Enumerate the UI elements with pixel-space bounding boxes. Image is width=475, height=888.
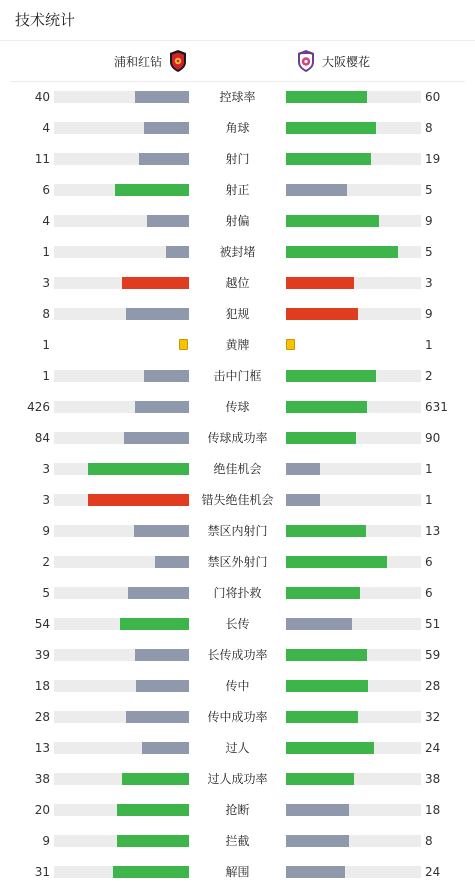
away-stat-bar (286, 618, 421, 630)
stat-label: 过人 (225, 741, 250, 755)
away-stat-bar-fill (286, 184, 347, 196)
stat-label: 拦截 (225, 834, 250, 848)
stat-label: 黄牌 (225, 338, 250, 352)
stat-label: 传球 (225, 400, 250, 414)
stat-row (0, 330, 475, 361)
away-stat-bar-fill (286, 91, 367, 103)
stat-label: 门将扑救 (213, 586, 262, 600)
stat-label: 越位 (225, 276, 250, 290)
home-stat-value: 84 (34, 431, 50, 445)
away-stat-bar-fill (286, 277, 354, 289)
away-stat-bar (286, 432, 421, 444)
home-stat-bar (54, 556, 189, 568)
home-stat-bar (54, 680, 189, 692)
stat-label: 长传 (225, 617, 250, 631)
home-team-name: 浦和红钻 (113, 54, 162, 69)
stat-row (0, 423, 475, 454)
away-stat-value: 6 (425, 555, 433, 569)
home-stat-value: 18 (34, 679, 50, 693)
away-stat-bar-fill (286, 153, 371, 165)
away-stat-bar-fill (286, 401, 367, 413)
away-stat-value: 2 (425, 369, 433, 383)
stat-row (0, 671, 475, 702)
home-stat-bar-fill (120, 618, 189, 630)
home-stat-bar-fill (135, 91, 189, 103)
stat-label: 过人成功率 (207, 772, 268, 786)
stat-label: 传中 (225, 679, 250, 693)
away-stat-value: 51 (425, 617, 441, 631)
away-yellow-card-icon (286, 339, 295, 350)
away-stat-value: 8 (425, 121, 433, 135)
away-stat-value: 5 (425, 245, 433, 259)
away-stat-bar (286, 494, 421, 506)
away-stat-bar-fill (286, 122, 376, 134)
home-stat-value: 1 (42, 369, 50, 383)
home-stat-bar (54, 649, 189, 661)
home-stat-value: 3 (42, 493, 50, 507)
away-stat-bar (286, 680, 421, 692)
stat-row (0, 702, 475, 733)
stat-row (0, 857, 475, 888)
stat-row (0, 237, 475, 268)
stat-label: 射正 (225, 183, 250, 197)
home-stat-bar (54, 525, 189, 537)
stat-row (0, 516, 475, 547)
away-stat-bar (286, 556, 421, 568)
home-stat-bar-fill (122, 277, 190, 289)
home-stat-bar (54, 153, 189, 165)
stat-row (0, 299, 475, 330)
home-stat-value: 40 (34, 90, 50, 104)
home-stat-value: 20 (34, 803, 50, 817)
stat-label: 被封堵 (219, 245, 256, 259)
away-stat-bar (286, 401, 421, 413)
home-stat-bar-fill (122, 773, 190, 785)
away-stat-value: 1 (425, 493, 433, 507)
home-stat-bar (54, 773, 189, 785)
home-stat-value: 1 (42, 245, 50, 259)
stat-label: 传球成功率 (207, 431, 268, 445)
stat-label: 抢断 (225, 803, 250, 817)
away-stat-bar (286, 835, 421, 847)
away-stat-bar (286, 649, 421, 661)
home-stat-bar-fill (117, 835, 189, 847)
stat-label: 绝佳机会 (213, 462, 262, 476)
home-stat-bar-fill (135, 649, 189, 661)
teams-header (10, 41, 465, 82)
home-stat-bar-fill (126, 308, 189, 320)
stat-label: 控球率 (219, 90, 256, 104)
home-stat-value: 28 (34, 710, 50, 724)
away-stat-value: 59 (425, 648, 441, 662)
away-stat-bar (286, 91, 421, 103)
home-yellow-card-icon (179, 339, 188, 350)
away-stat-bar-fill (286, 680, 368, 692)
away-stat-value: 6 (425, 586, 433, 600)
away-stat-value: 90 (425, 431, 441, 445)
home-team-crest-icon (168, 49, 188, 73)
stat-label: 射偏 (225, 214, 250, 228)
home-stat-value: 1 (42, 338, 50, 352)
home-stat-bar (54, 246, 189, 258)
stat-label: 错失绝佳机会 (201, 493, 274, 507)
home-stat-bar (54, 91, 189, 103)
stat-row (0, 144, 475, 175)
away-stat-bar-fill (286, 494, 320, 506)
away-stat-bar (286, 463, 421, 475)
away-stat-value: 28 (425, 679, 441, 693)
stat-row (0, 361, 475, 392)
away-stat-bar (286, 711, 421, 723)
stat-label: 击中门框 (213, 369, 262, 383)
away-stat-value: 9 (425, 214, 433, 228)
home-stat-value: 8 (42, 307, 50, 321)
away-stat-bar (286, 215, 421, 227)
home-stat-bar (54, 742, 189, 754)
away-stat-value: 60 (425, 90, 441, 104)
home-stat-bar (54, 804, 189, 816)
home-stat-bar (54, 277, 189, 289)
away-stat-bar-fill (286, 246, 398, 258)
home-stat-value: 6 (42, 183, 50, 197)
stat-row (0, 764, 475, 795)
away-stat-bar (286, 773, 421, 785)
home-stat-bar-fill (144, 122, 189, 134)
home-stat-bar (54, 184, 189, 196)
home-stat-bar (54, 866, 189, 878)
home-stat-value: 4 (42, 214, 50, 228)
stat-row (0, 795, 475, 826)
away-stat-bar-fill (286, 463, 320, 475)
away-stat-bar (286, 866, 421, 878)
home-stat-value: 11 (34, 152, 50, 166)
away-stat-bar-fill (286, 773, 354, 785)
home-stat-bar-fill (115, 184, 189, 196)
away-stat-bar (286, 804, 421, 816)
home-stat-bar-fill (88, 463, 189, 475)
home-stat-value: 3 (42, 462, 50, 476)
home-stat-bar-fill (135, 401, 189, 413)
stat-row (0, 268, 475, 299)
stat-label: 解围 (225, 865, 250, 879)
home-stat-value: 54 (34, 617, 50, 631)
home-stat-bar (54, 463, 189, 475)
away-stat-bar-fill (286, 618, 352, 630)
home-stat-value: 9 (42, 524, 50, 538)
away-stat-value: 631 (425, 400, 448, 414)
away-stat-value: 32 (425, 710, 441, 724)
away-team-crest-icon (296, 49, 316, 73)
away-stat-bar (286, 370, 421, 382)
stat-row (0, 206, 475, 237)
home-stat-bar-fill (155, 556, 189, 568)
stat-label: 长传成功率 (207, 648, 268, 662)
away-stat-value: 18 (425, 803, 441, 817)
stat-label: 传中成功率 (207, 710, 268, 724)
stat-row (0, 578, 475, 609)
home-stat-bar (54, 401, 189, 413)
home-stat-value: 2 (42, 555, 50, 569)
home-stat-bar (54, 370, 189, 382)
home-stat-bar (54, 122, 189, 134)
home-stat-value: 39 (34, 648, 50, 662)
away-stat-bar-fill (286, 711, 358, 723)
home-team[interactable] (10, 49, 188, 73)
home-stat-bar-fill (166, 246, 189, 258)
home-stat-bar-fill (128, 587, 189, 599)
stat-label: 犯规 (225, 307, 250, 321)
home-stat-value: 426 (27, 400, 50, 414)
away-stat-value: 38 (425, 772, 441, 786)
home-stat-bar-fill (139, 153, 189, 165)
stat-row (0, 640, 475, 671)
away-stat-bar-fill (286, 742, 374, 754)
home-stat-bar (54, 618, 189, 630)
away-team[interactable] (296, 49, 370, 73)
stat-row (0, 454, 475, 485)
home-stat-bar-fill (126, 711, 189, 723)
away-stat-value: 1 (425, 338, 433, 352)
away-stat-bar-fill (286, 835, 349, 847)
stat-row (0, 826, 475, 857)
home-stat-value: 38 (34, 772, 50, 786)
home-stat-value: 31 (34, 865, 50, 879)
stat-label: 角球 (225, 121, 250, 135)
away-stat-bar-fill (286, 370, 376, 382)
home-stat-bar (54, 835, 189, 847)
home-stat-value: 9 (42, 834, 50, 848)
away-stat-value: 3 (425, 276, 433, 290)
away-stat-bar (286, 277, 421, 289)
away-stat-bar-fill (286, 432, 356, 444)
home-stat-bar (54, 215, 189, 227)
stat-row (0, 82, 475, 113)
away-stat-value: 9 (425, 307, 433, 321)
stat-label: 禁区外射门 (207, 555, 268, 569)
stat-row (0, 609, 475, 640)
away-stat-bar-fill (286, 804, 349, 816)
away-stat-bar (286, 742, 421, 754)
away-stat-bar (286, 587, 421, 599)
home-stat-bar (54, 432, 189, 444)
away-stat-bar (286, 525, 421, 537)
away-stat-bar-fill (286, 525, 366, 537)
home-stat-value: 13 (34, 741, 50, 755)
stat-row (0, 485, 475, 516)
away-stat-value: 13 (425, 524, 441, 538)
away-stat-bar-fill (286, 866, 345, 878)
stat-row (0, 392, 475, 423)
home-stat-bar-fill (134, 525, 189, 537)
home-stat-bar-fill (147, 215, 189, 227)
stat-row (0, 113, 475, 144)
home-stat-bar (54, 587, 189, 599)
home-stat-bar (54, 711, 189, 723)
away-stat-value: 19 (425, 152, 441, 166)
away-stat-bar-fill (286, 215, 379, 227)
page-title: 技术统计 (0, 0, 475, 41)
away-stat-value: 5 (425, 183, 433, 197)
away-stat-value: 24 (425, 741, 441, 755)
home-stat-bar-fill (117, 804, 189, 816)
away-stat-bar (286, 184, 421, 196)
stat-row (0, 733, 475, 764)
away-stat-bar (286, 308, 421, 320)
home-stat-bar-fill (124, 432, 189, 444)
home-stat-bar (54, 494, 189, 506)
away-stat-bar-fill (286, 308, 358, 320)
away-team-name: 大阪樱花 (322, 54, 371, 69)
home-stat-bar-fill (144, 370, 189, 382)
home-stat-bar (54, 308, 189, 320)
home-stat-value: 5 (42, 586, 50, 600)
away-stat-bar-fill (286, 649, 367, 661)
away-stat-bar (286, 122, 421, 134)
away-stat-bar (286, 246, 421, 258)
home-stat-bar-fill (88, 494, 189, 506)
away-stat-bar-fill (286, 556, 387, 568)
stats-list (0, 82, 475, 888)
stat-label: 禁区内射门 (207, 524, 268, 538)
home-stat-value: 4 (42, 121, 50, 135)
home-stat-bar-fill (136, 680, 189, 692)
home-stat-bar-fill (142, 742, 189, 754)
away-stat-bar (286, 153, 421, 165)
stat-row (0, 175, 475, 206)
away-stat-value: 1 (425, 462, 433, 476)
stat-row (0, 547, 475, 578)
away-stat-value: 24 (425, 865, 441, 879)
home-stat-bar-fill (113, 866, 189, 878)
away-stat-value: 8 (425, 834, 433, 848)
away-stat-bar-fill (286, 587, 360, 599)
stat-label: 射门 (225, 152, 250, 166)
home-stat-value: 3 (42, 276, 50, 290)
